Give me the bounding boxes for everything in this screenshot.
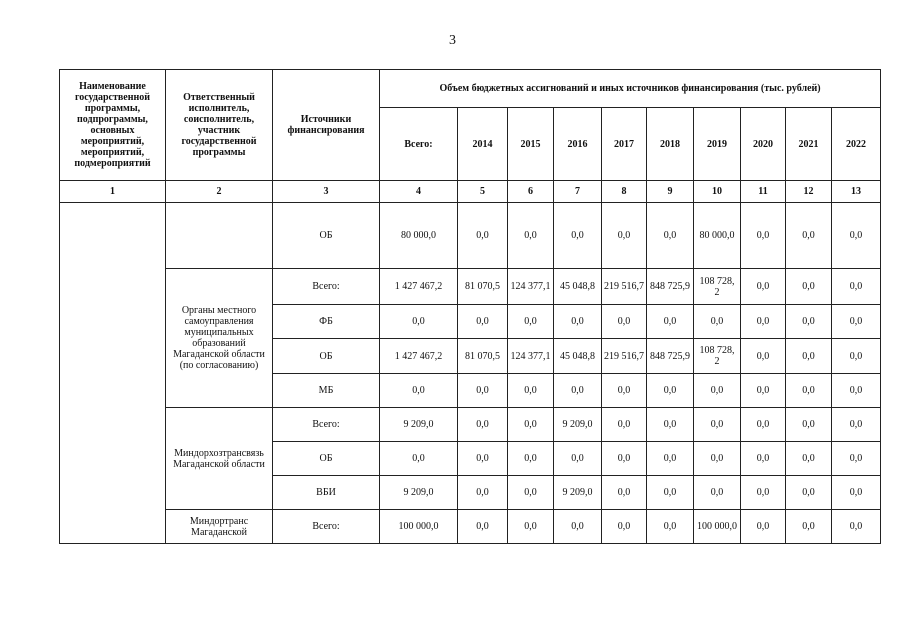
- header-year: 2014: [458, 108, 508, 181]
- executor-cell: Органы местного самоуправления муниципальных образований Магаданской области (по согласованию): [166, 269, 273, 408]
- year-value-cell: 0,0: [786, 374, 832, 408]
- year-value-cell: 0,0: [832, 269, 881, 305]
- source-cell: Всего:: [273, 408, 380, 442]
- header-total: Всего:: [380, 108, 458, 181]
- year-value-cell: 9 209,0: [554, 476, 602, 510]
- header-executor: Ответственный исполнитель, соисполнитель, участник государственной программы: [166, 70, 273, 181]
- year-value-cell: 124 377,1: [508, 339, 554, 374]
- column-number: 10: [694, 181, 741, 203]
- year-value-cell: 0,0: [508, 305, 554, 339]
- year-value-cell: 9 209,0: [554, 408, 602, 442]
- year-value-cell: 0,0: [694, 374, 741, 408]
- total-value-cell: 80 000,0: [380, 203, 458, 269]
- page-number: 3: [449, 33, 456, 48]
- source-cell: Всего:: [273, 269, 380, 305]
- year-value-cell: 0,0: [602, 203, 647, 269]
- source-cell: ВБИ: [273, 476, 380, 510]
- year-value-cell: 219 516,7: [602, 269, 647, 305]
- year-value-cell: 0,0: [786, 510, 832, 544]
- table-row: [60, 203, 881, 269]
- year-value-cell: 0,0: [694, 305, 741, 339]
- header-year: 2021: [786, 108, 832, 181]
- year-value-cell: 0,0: [554, 442, 602, 476]
- total-value-cell: 100 000,0: [380, 510, 458, 544]
- year-value-cell: 0,0: [832, 374, 881, 408]
- header-source: Источники финансирования: [273, 70, 380, 181]
- column-number: 13: [832, 181, 881, 203]
- budget-table: [59, 69, 881, 544]
- year-value-cell: 0,0: [786, 408, 832, 442]
- total-value-cell: 1 427 467,2: [380, 339, 458, 374]
- year-value-cell: 0,0: [741, 442, 786, 476]
- table-body: [60, 203, 881, 544]
- year-value-cell: 0,0: [602, 408, 647, 442]
- year-value-cell: 0,0: [458, 476, 508, 510]
- program-name-cell: [60, 203, 166, 544]
- year-value-cell: 0,0: [554, 305, 602, 339]
- year-value-cell: 0,0: [458, 203, 508, 269]
- total-value-cell: 0,0: [380, 442, 458, 476]
- year-value-cell: 0,0: [786, 339, 832, 374]
- year-value-cell: 0,0: [832, 203, 881, 269]
- year-value-cell: 0,0: [832, 476, 881, 510]
- header-year: 2022: [832, 108, 881, 181]
- year-value-cell: 0,0: [508, 510, 554, 544]
- column-number: 3: [273, 181, 380, 203]
- header-year: 2020: [741, 108, 786, 181]
- header-program: Наименование государственной программы, подпрограммы, основных мероприятий, мероприятий, подмероприятий: [60, 70, 166, 181]
- executor-cell: Миндортранс Магаданской: [166, 510, 273, 544]
- column-number: 6: [508, 181, 554, 203]
- year-value-cell: 0,0: [694, 442, 741, 476]
- year-value-cell: 0,0: [741, 476, 786, 510]
- year-value-cell: 81 070,5: [458, 269, 508, 305]
- source-cell: МБ: [273, 374, 380, 408]
- total-value-cell: 0,0: [380, 305, 458, 339]
- year-value-cell: 0,0: [508, 408, 554, 442]
- year-value-cell: 848 725,9: [647, 269, 694, 305]
- source-cell: Всего:: [273, 510, 380, 544]
- header-volume: Объем бюджетных ассигнований и иных источников финансирования (тыс. рублей): [380, 70, 881, 108]
- header-year: 2016: [554, 108, 602, 181]
- year-value-cell: 0,0: [508, 442, 554, 476]
- year-value-cell: 81 070,5: [458, 339, 508, 374]
- year-value-cell: 45 048,8: [554, 339, 602, 374]
- column-number: 9: [647, 181, 694, 203]
- source-cell: ФБ: [273, 305, 380, 339]
- year-value-cell: 0,0: [832, 305, 881, 339]
- year-value-cell: 0,0: [647, 408, 694, 442]
- year-value-cell: 0,0: [602, 374, 647, 408]
- column-number: 7: [554, 181, 602, 203]
- year-value-cell: 0,0: [554, 374, 602, 408]
- total-value-cell: 1 427 467,2: [380, 269, 458, 305]
- year-value-cell: 0,0: [602, 476, 647, 510]
- table-row: [60, 408, 881, 442]
- year-value-cell: 0,0: [647, 374, 694, 408]
- year-value-cell: 0,0: [458, 305, 508, 339]
- year-value-cell: 0,0: [508, 476, 554, 510]
- year-value-cell: 108 728, 2: [694, 269, 741, 305]
- year-value-cell: 0,0: [832, 339, 881, 374]
- column-number: 5: [458, 181, 508, 203]
- year-value-cell: 0,0: [741, 269, 786, 305]
- year-value-cell: 219 516,7: [602, 339, 647, 374]
- year-value-cell: 0,0: [832, 408, 881, 442]
- header-year: 2017: [602, 108, 647, 181]
- column-number: 11: [741, 181, 786, 203]
- total-value-cell: 9 209,0: [380, 408, 458, 442]
- column-number: 12: [786, 181, 832, 203]
- source-cell: ОБ: [273, 203, 380, 269]
- year-value-cell: 0,0: [741, 408, 786, 442]
- year-value-cell: 0,0: [832, 442, 881, 476]
- column-number: 2: [166, 181, 273, 203]
- year-value-cell: 80 000,0: [694, 203, 741, 269]
- table-row: [60, 510, 881, 544]
- header-year: 2015: [508, 108, 554, 181]
- table-row: [60, 269, 881, 305]
- year-value-cell: 0,0: [508, 203, 554, 269]
- year-value-cell: 0,0: [741, 339, 786, 374]
- year-value-cell: 0,0: [554, 510, 602, 544]
- year-value-cell: 0,0: [602, 510, 647, 544]
- header-year: 2018: [647, 108, 694, 181]
- year-value-cell: 0,0: [647, 203, 694, 269]
- year-value-cell: 0,0: [647, 305, 694, 339]
- source-cell: ОБ: [273, 442, 380, 476]
- year-value-cell: 108 728, 2: [694, 339, 741, 374]
- year-value-cell: 0,0: [647, 510, 694, 544]
- total-value-cell: 9 209,0: [380, 476, 458, 510]
- year-value-cell: 0,0: [786, 476, 832, 510]
- year-value-cell: 0,0: [458, 408, 508, 442]
- executor-cell: [166, 203, 273, 269]
- year-value-cell: 0,0: [786, 305, 832, 339]
- year-value-cell: 0,0: [694, 408, 741, 442]
- year-value-cell: 0,0: [832, 510, 881, 544]
- year-value-cell: 0,0: [458, 374, 508, 408]
- year-value-cell: 0,0: [741, 510, 786, 544]
- year-value-cell: 0,0: [694, 476, 741, 510]
- executor-cell: Миндорхозтрансвязь Магаданской области: [166, 408, 273, 510]
- year-value-cell: 0,0: [554, 203, 602, 269]
- year-value-cell: 0,0: [458, 510, 508, 544]
- source-cell: ОБ: [273, 339, 380, 374]
- year-value-cell: 0,0: [786, 203, 832, 269]
- total-value-cell: 0,0: [380, 374, 458, 408]
- year-value-cell: 0,0: [741, 305, 786, 339]
- column-number: 8: [602, 181, 647, 203]
- year-value-cell: 124 377,1: [508, 269, 554, 305]
- column-number: 1: [60, 181, 166, 203]
- header-year: 2019: [694, 108, 741, 181]
- year-value-cell: 0,0: [786, 442, 832, 476]
- year-value-cell: 0,0: [647, 476, 694, 510]
- year-value-cell: 0,0: [458, 442, 508, 476]
- year-value-cell: 0,0: [602, 305, 647, 339]
- year-value-cell: 45 048,8: [554, 269, 602, 305]
- year-value-cell: 0,0: [741, 203, 786, 269]
- year-value-cell: 0,0: [508, 374, 554, 408]
- year-value-cell: 100 000,0: [694, 510, 741, 544]
- year-value-cell: 0,0: [786, 269, 832, 305]
- column-number: 4: [380, 181, 458, 203]
- column-numbers-row: [60, 181, 881, 203]
- year-value-cell: 0,0: [602, 442, 647, 476]
- year-value-cell: 0,0: [647, 442, 694, 476]
- year-value-cell: 0,0: [741, 374, 786, 408]
- year-value-cell: 848 725,9: [647, 339, 694, 374]
